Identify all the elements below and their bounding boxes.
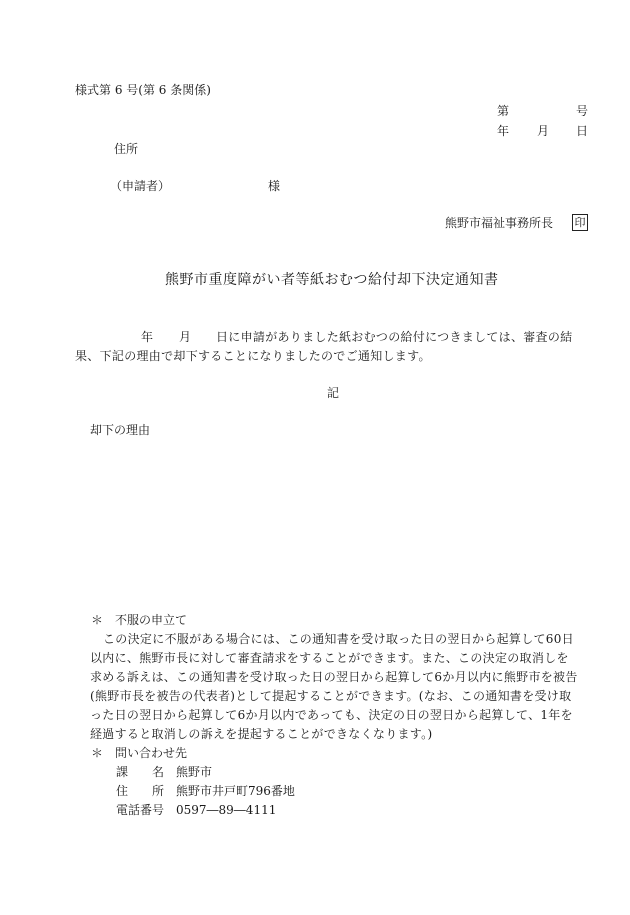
date-year: 年 xyxy=(497,124,510,138)
objection-line: (熊野市長を被告の代表者)として提起することができます。(なお、この通知書を受け取 xyxy=(90,689,572,703)
body-year: 年 xyxy=(141,330,154,344)
objection-heading: ＊ 不服の申立て xyxy=(91,613,188,627)
objection-line: 求める訴えは、この通知書を受け取った日の翌日から起算して6か月以内に熊野市を被告 xyxy=(90,670,578,684)
applicant-label: （申請者） xyxy=(110,179,171,193)
doc-number-suffix: 号 xyxy=(576,104,589,118)
contact-section-label: 課 名 xyxy=(116,765,165,779)
contact-address-value: 熊野市井戸町796番地 xyxy=(176,784,295,798)
date-month: 月 xyxy=(537,124,550,138)
date-day: 日 xyxy=(576,124,589,138)
objection-line: この決定に不服がある場合には、この通知書を受け取った日の翌日から起算して60日 xyxy=(103,632,574,646)
document-title: 熊野市重度障がい者等紙おむつ給付却下決定通知書 xyxy=(165,272,499,288)
seal-stamp: 印 xyxy=(572,214,588,231)
contact-heading: ＊ 問い合わせ先 xyxy=(91,746,188,760)
honorific: 様 xyxy=(268,179,281,193)
address-label: 住所 xyxy=(114,142,139,156)
objection-line: 以内に、熊野市長に対して審査請求をすることができます。また、この決定の取消しを xyxy=(90,651,569,665)
objection-line: 経過すると取消しの訴えを提起することができなくなります。) xyxy=(90,727,433,741)
body-line-1: 日に申請がありました紙おむつの給付につきましては、審査の結 xyxy=(216,330,573,344)
issuer-name: 熊野市福祉事務所長 xyxy=(445,216,554,230)
doc-number-prefix: 第 xyxy=(497,104,510,118)
body-month: 月 xyxy=(179,330,192,344)
contact-phone-label: 電話番号 xyxy=(116,803,165,817)
body-line-2: 果、下記の理由で却下することになりましたのでご通知します。 xyxy=(75,349,431,363)
contact-phone-value: 0597―89―4111 xyxy=(176,803,277,817)
objection-line: った日の翌日から起算して6か月以内であっても、決定の日の翌日から起算して、1年を xyxy=(90,708,573,722)
form-number: 様式第 6 号(第 6 条関係) xyxy=(75,83,211,97)
rejection-reason-label: 却下の理由 xyxy=(90,423,151,437)
contact-section-value: 熊野市 xyxy=(176,765,213,779)
contact-address-label: 住 所 xyxy=(116,784,165,798)
ki-heading: 記 xyxy=(327,386,340,400)
